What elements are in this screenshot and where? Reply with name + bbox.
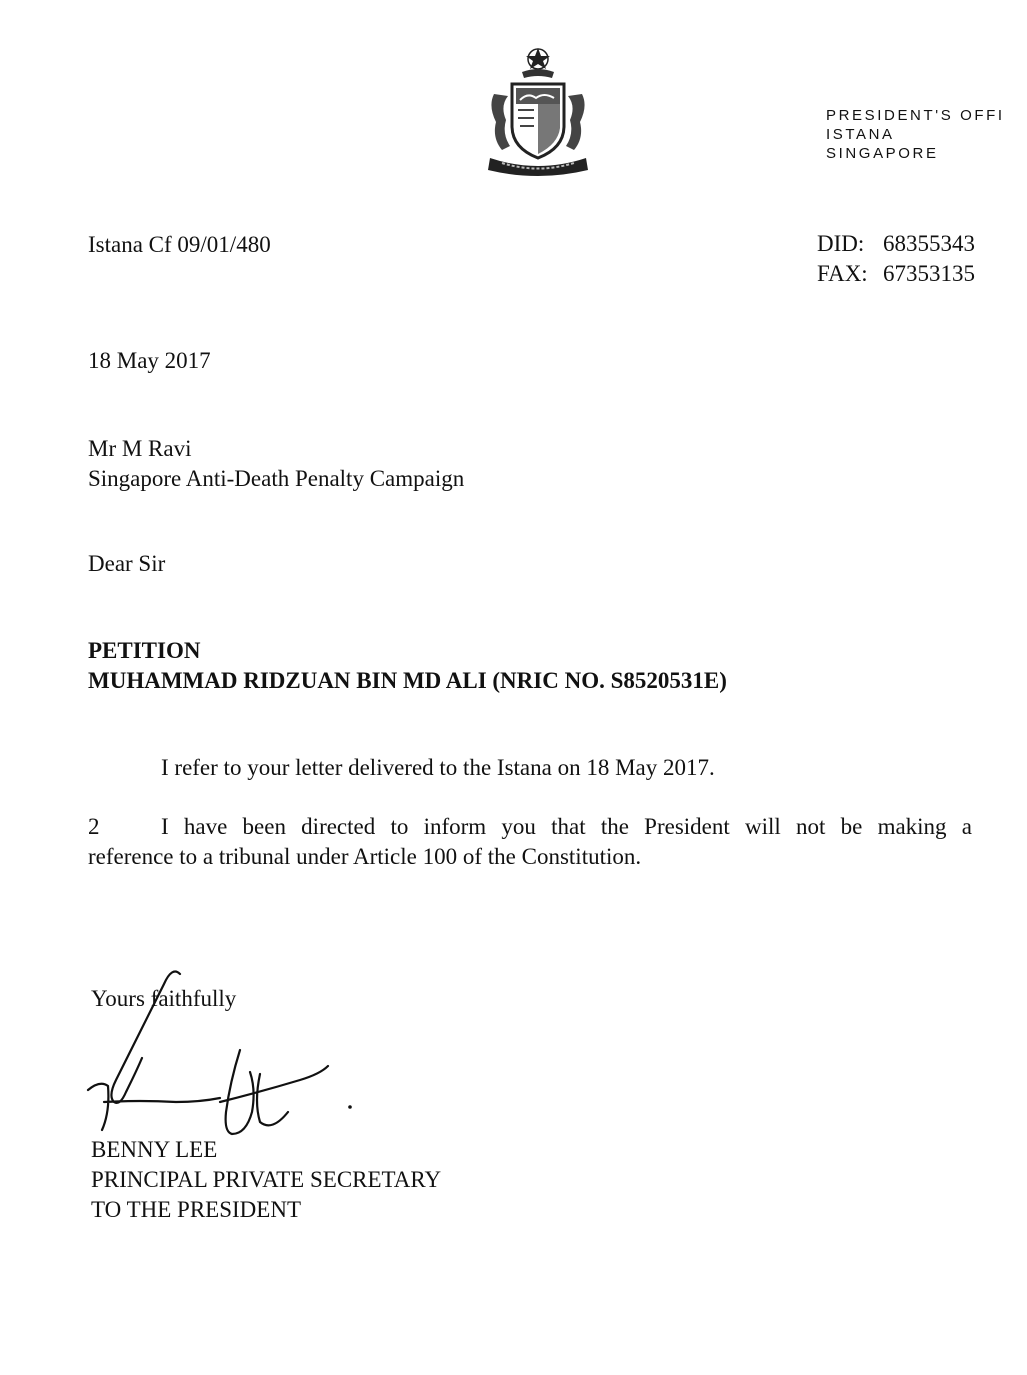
recipient-name: Mr M Ravi [88,436,192,461]
signatory-name: BENNY LEE [91,1137,218,1162]
recipient-organisation: Singapore Anti-Death Penalty Campaign [88,466,465,491]
did-value: 68355343 [883,231,975,256]
office-address [826,106,1005,163]
contact-numbers [817,229,975,289]
paragraph-2 [88,812,972,872]
subject-line-1: PETITION [88,638,201,663]
paragraph-number: 2 [88,814,100,839]
closing: Yours faithfully [91,986,237,1011]
fax-value: 67353135 [883,261,975,286]
salutation: Dear Sir [88,551,166,576]
paragraph-2-text-line-2: reference to a tribunal under Article 100 of the Constitution. [88,844,642,869]
fax-label: FAX: [817,261,868,286]
office-line-1: PRESIDENT'S OFFI [826,107,1005,124]
letter-date: 18 May 2017 [88,348,211,373]
subject-heading [88,636,727,696]
recipient-block [88,434,464,494]
office-line-3: SINGAPORE [826,145,939,162]
fax-row [817,259,975,289]
paragraph-1: I refer to your letter delivered to the Istana on 18 May 2017. [161,755,715,780]
coat-of-arms-icon [484,46,592,176]
signatory-block [91,1135,441,1225]
paragraph-2-first-line [88,812,972,842]
office-line-2: ISTANA [826,126,895,143]
did-label: DID: [817,231,865,256]
signatory-title-line-1: PRINCIPAL PRIVATE SECRETARY [91,1167,442,1192]
signatory-title-line-2: TO THE PRESIDENT [91,1197,301,1222]
reference-number: Istana Cf 09/01/480 [88,232,271,257]
paragraph-2-text-line-1: I have been directed to inform you that the President will not be making a [161,814,972,839]
did-row [817,229,975,259]
subject-line-2: MUHAMMAD RIDZUAN BIN MD ALI (NRIC NO. S8520531E) [88,668,727,693]
